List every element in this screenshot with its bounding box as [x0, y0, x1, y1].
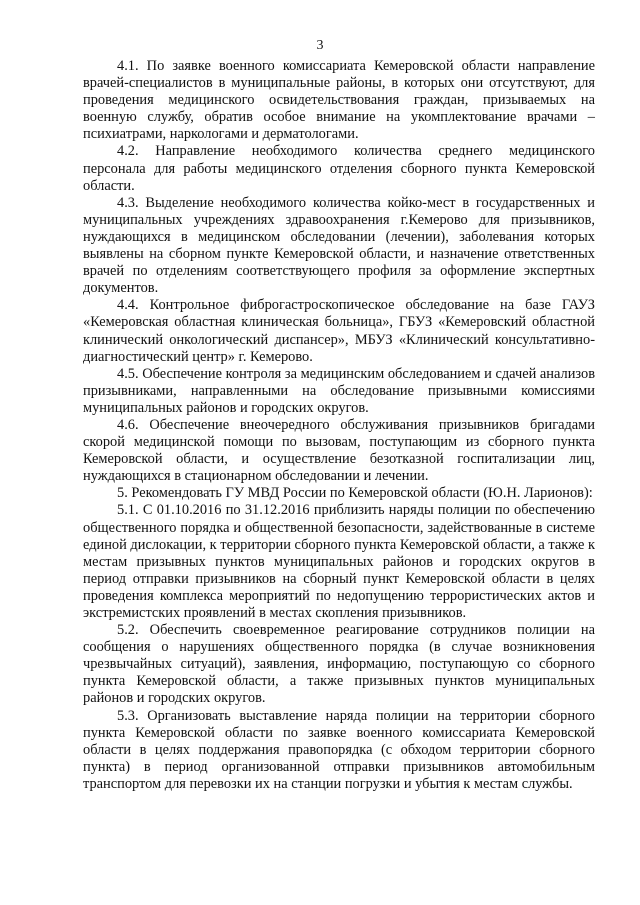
paragraph-5-1: 5.1. С 01.10.2016 по 31.12.2016 приблизить наряды полиции по обеспечению общественного порядка и общественной безопасности, задействованные в системе единой дислокации, к территории сборного пункта Кемеровской области, а также к местам призывных пунктов муниципальных районов и городских округов в период отправки призывников на сборный пункт Кемеровской области в целях проведения комплекса мероприятий по недопущению террористических актов и экстремистских проявлений в местах скопления призывников. — [83, 502, 595, 621]
paragraph-4-2: 4.2. Направление необходимого количества среднего медицинского персонала для работы медицинского отделения сборного пункта Кемеровской области. — [83, 143, 595, 194]
paragraph-4-6: 4.6. Обеспечение внеочередного обслуживания призывников бригадами скорой медицинской помощи по вызовам, поступающим из сборного пункта Кемеровской области, и осуществление безотказной госпитализации лиц, нуждающихся в стационарном обследовании и лечении. — [83, 416, 595, 485]
paragraph-4-3: 4.3. Выделение необходимого количества койко-мест в государственных и муниципальных учреждениях здравоохранения г.Кемерово для призывников, нуждающихся в медицинском обследовании (лечении), заболевания которых выявлены на сборном пункте Кемеровской области, и назначение ответственных врачей по отделениям соответствующего профиля за оформление экспертных документов. — [83, 194, 595, 297]
paragraph-5: 5. Рекомендовать ГУ МВД России по Кемеровской области (Ю.Н. Ларионов): — [117, 485, 593, 502]
paragraph-4-5: 4.5. Обеспечение контроля за медицинским обследованием и сдачей анализов призывниками, направленными на обследование призывными комиссиями муниципальных районов и городских округов. — [83, 365, 595, 416]
document-body — [83, 58, 595, 793]
page-number: 3 — [316, 38, 324, 53]
paragraph-5-3: 5.3. Организовать выставление наряда полиции на территории сборного пункта Кемеровской области по заявке военного комиссариата Кемеровской области в целях поддержания правопорядка (с обходом территории сборного пункта) в период организованной отправки призывников автомобильным транспортом для перевозки их на станции погрузки и убытия к местам службы. — [83, 707, 595, 792]
paragraph-4-1: 4.1. По заявке военного комиссариата Кемеровской области направление врачей-специалистов в муниципальные районы, в которых они отсутствуют, для проведения медицинского освидетельствования граждан, призываемых на военную службу, обратив особое внимание на укомплектование врачами – психиатрами, наркологами и дерматологами. — [83, 58, 595, 143]
paragraph-5-2: 5.2. Обеспечить своевременное реагирование сотрудников полиции на сообщения о нарушениях общественного порядка (в случае возникновения чрезвычайных ситуаций), заявления, информацию, поступающую со сборного пункта Кемеровской области, а также призывных пунктов муниципальных районов и городских округов. — [83, 622, 595, 707]
paragraph-4-4: 4.4. Контрольное фиброгастроскопическое обследование на базе ГАУЗ «Кемеровская областная клиническая больница», ГБУЗ «Кемеровский областной клинический онкологический диспансер», МБУЗ «Клинический консультативно-диагностический центр» г. Кемерово. — [83, 297, 595, 365]
